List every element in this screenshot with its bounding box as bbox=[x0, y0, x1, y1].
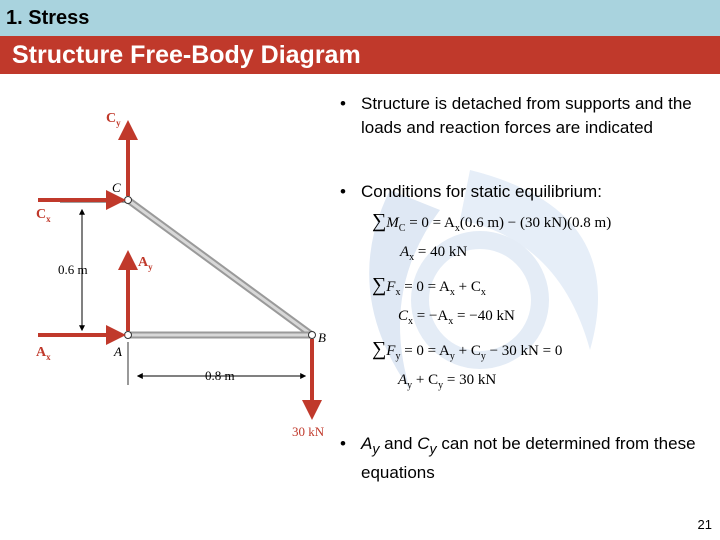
bullet-marker: • bbox=[340, 94, 346, 113]
equation-cx: $C_x = -A_x = -40$ kN bbox=[398, 308, 515, 327]
label-ax: $A_x$ bbox=[36, 345, 51, 362]
label-load: 30 kN bbox=[292, 424, 325, 439]
label-cy: $C_y$ bbox=[106, 111, 121, 128]
equation-moment-c: $\sum M_C = 0 = A_x(0.6$ m) − (30 kN)(0.8 m) bbox=[372, 210, 612, 234]
label-point-b: B bbox=[318, 330, 326, 345]
bullet-text-1: Structure is detached from supports and the loads and reaction forces are indicated bbox=[361, 94, 692, 137]
slide-title: Structure Free-Body Diagram bbox=[12, 41, 361, 69]
equation-sum-fy: $\sum F_y = 0 = A_y + C_y - 30$ kN = 0 bbox=[372, 338, 563, 362]
label-cx: $C_x$ bbox=[36, 207, 51, 224]
label-point-a: A bbox=[114, 344, 122, 359]
section-title: 1. Stress bbox=[6, 7, 90, 29]
bullet-marker: • bbox=[340, 182, 346, 201]
slide-title-bar bbox=[0, 36, 720, 74]
label-point-c: C bbox=[112, 180, 121, 195]
dim-vertical-label: 0.6 m bbox=[58, 262, 88, 277]
pin-c bbox=[125, 197, 132, 204]
equation-sum-fx: $\sum F_x = 0 = A_x + C_x$ bbox=[372, 274, 486, 298]
section-header-bar bbox=[0, 0, 720, 36]
equation-ay-cy: $A_y + C_y = 30$ kN bbox=[398, 372, 497, 391]
pin-a bbox=[125, 332, 132, 339]
bullet-marker: • bbox=[340, 434, 346, 453]
dim-horizontal-label: 0.8 m bbox=[205, 368, 235, 383]
pin-b bbox=[309, 332, 316, 339]
equation-ax: $A_x = 40$ kN bbox=[400, 244, 468, 263]
free-body-diagram bbox=[0, 80, 340, 450]
bullet-text-3: $A_y$ and $C_y$ can not be determined from these equations bbox=[361, 434, 696, 483]
label-ay: $A_y$ bbox=[138, 255, 153, 272]
member-bc-highlight bbox=[128, 200, 312, 335]
bullet-text-2: Conditions for static equilibrium: bbox=[361, 182, 602, 201]
page-number: 21 bbox=[697, 517, 712, 532]
